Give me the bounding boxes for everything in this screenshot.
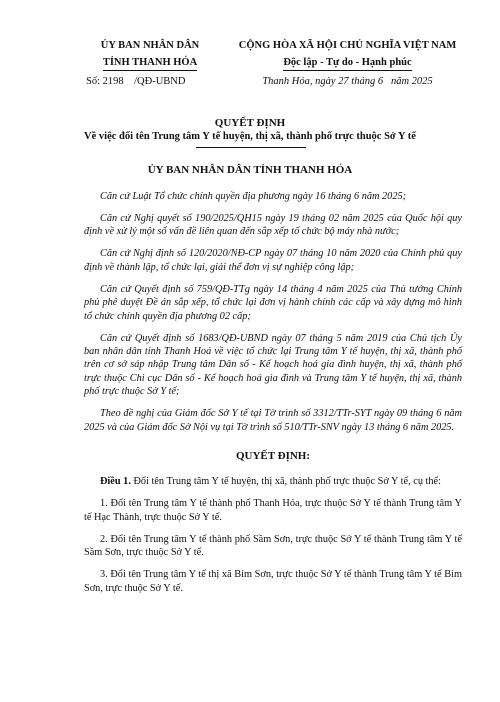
ground-paragraph: Theo đề nghị của Giám đốc Sở Y tế tại Tờ trình số 3312/TTr-SYT ngày 09 tháng 6 năm 2025 và của Giám đốc Sở Nội vụ tại Tờ trình số 510/TTr-SNV ngày 13 tháng 6 năm 2025.: [84, 408, 462, 433]
article-item: 1. Đổi tên Trung tâm Y tế thành phố Thanh Hóa, trực thuộc Sở Y tế thành Trung tâm Y tế Hạc Thành, trực thuộc Sở Y tế.: [84, 498, 462, 523]
document-type: QUYẾT ĐỊNH: [214, 117, 286, 129]
ground-paragraph: Căn cứ Nghị quyết số 190/2025/QH15 ngày 19 tháng 02 năm 2025 của Quốc hội quy định về xử lý một số vấn đề liên quan đến sắp xếp tổ chức bộ máy nhà nước;: [84, 213, 462, 238]
issue-date: [225, 76, 470, 88]
article-item: 3. Đổi tên Trung tâm Y tế thị xã Bỉm Sơn, trực thuộc Sở Y tế thành Trung tâm Y tế Bỉm Sơn, trực thuộc Sở Y tế.: [84, 569, 462, 594]
number-label: Số:: [86, 76, 101, 87]
article-1: [84, 475, 462, 595]
issuing-agency-block: [70, 40, 230, 88]
issuing-authority: ỦY BAN NHÂN DÂN TỈNH THANH HÓA: [147, 164, 353, 176]
date-month: 6: [377, 76, 384, 87]
legal-grounds: [84, 190, 462, 434]
ground-paragraph: Căn cứ Luật Tổ chức chính quyền địa phương ngày 16 tháng 6 năm 2025;: [100, 191, 407, 202]
number-code: /QĐ-UBND: [134, 76, 186, 87]
article-1-label: Điều 1.: [100, 476, 131, 488]
article-1-intro: [84, 475, 462, 488]
ground-paragraph: Căn cứ Quyết định số 1683/QĐ-UBND ngày 07 tháng 5 năm 2019 của Chủ tịch Ủy ban nhân dân tỉnh Thanh Hoá về việc tổ chức lại Trung tâm Y tế huyện, thị xã, thành phố trên cơ sở sáp nhập Trung tâm Dân số - Kế hoạch hoá gia đình huyện, thị xã, thành phố trực thuộc Chi cục Dân số - Kế hoạch hoá gia đình và Trung tâm Y tế huyện, thị xã, thành phố trực thuộc Sở Y tế;: [84, 332, 462, 398]
agency-line-2: TỈNH THANH HÓA: [103, 57, 197, 71]
decision-heading: QUYẾT ĐỊNH:: [235, 450, 311, 463]
agency-line-1: ỦY BAN NHÂN DÂN: [100, 40, 200, 51]
date-month-label: tháng: [351, 76, 376, 87]
number-value: 2198: [102, 76, 124, 87]
nation-name: CỘNG HÒA XÃ HỘI CHỦ NGHĨA VIỆT NAM: [238, 40, 457, 51]
document-number: [70, 76, 230, 88]
date-year: năm 2025: [390, 76, 433, 87]
ground-paragraph: Căn cứ Quyết định số 759/QĐ-TTg ngày 14 tháng 4 năm 2025 của Thủ tướng Chính phủ phê duyệt Đề án sắp xếp, tổ chức lại đơn vị hành chính các cấp và xây dựng mô hình tổ chức chính quyền địa phương 02 cấp;: [84, 283, 462, 322]
date-place: Thanh Hóa, ngày: [262, 76, 336, 87]
national-motto: Độc lập - Tự do - Hạnh phúc: [283, 57, 411, 71]
article-1-text: Đổi tên Trung tâm Y tế huyện, thị xã, thành phố trực thuộc Sở Y tế, cụ thể:: [133, 476, 441, 488]
date-day: 27: [338, 76, 349, 87]
national-motto-block: [225, 40, 470, 88]
document-body: [84, 190, 462, 604]
subject-divider: [196, 147, 306, 148]
article-item: 2. Đổi tên Trung tâm Y tế thành phố Sầm Sơn, trực thuộc Sở Y tế thành Trung tâm Y tế Sầm Sơn, trực thuộc Sở Y tế.: [84, 533, 462, 559]
document-subject: Về việc đổi tên Trung tâm Y tế huyện, thị xã, thành phố trực thuộc Sở Y tế: [84, 131, 416, 142]
ground-paragraph: Căn cứ Nghị định số 120/2020/NĐ-CP ngày 07 tháng 10 năm 2020 của Chính phủ quy định về thành lập, tổ chức lại, giải thể đơn vị sự nghiệp công lập;: [84, 248, 462, 273]
